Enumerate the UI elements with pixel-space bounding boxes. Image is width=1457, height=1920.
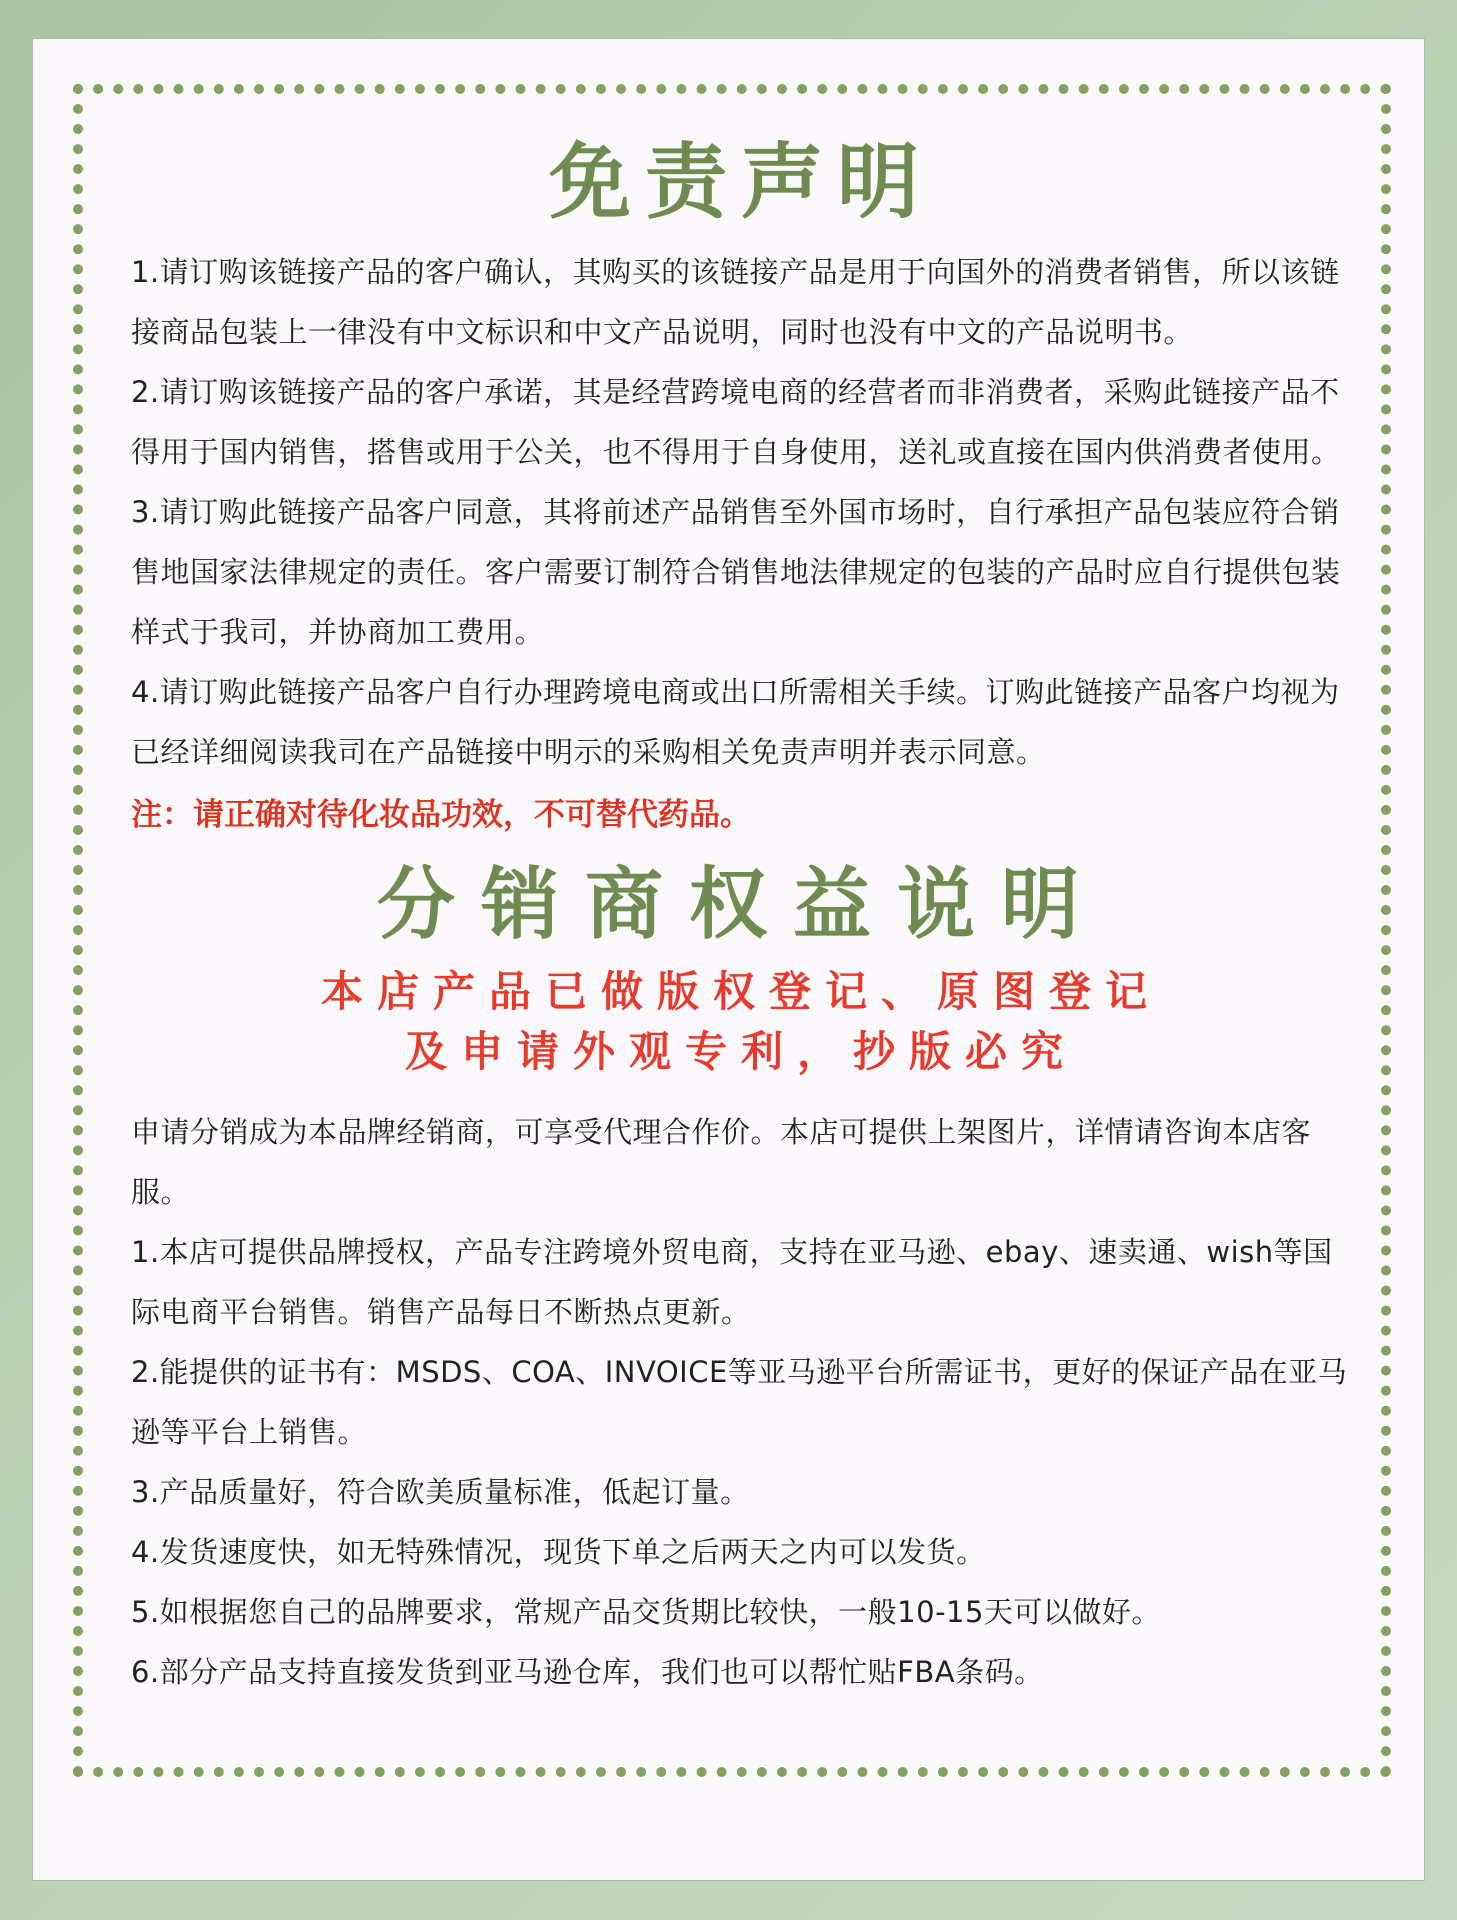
distributor-intro: 申请分销成为本品牌经销商，可享受代理合作价。本店可提供上架图片，详情请咨询本店客服。 — [131, 1115, 1312, 1209]
disclaimer-item-3: 3.请订购此链接产品客户同意，其将前述产品销售至外国市场时，自行承担产品包装应符合销售地国家法律规定的责任。客户需要订制符合销售地法律规定的包装的产品时应自行提供包装样式于我司，并协商加工费用。 — [131, 495, 1341, 649]
document-card — [32, 38, 1425, 1881]
slogan-line-1: 本店产品已做版权登记、原图登记 — [320, 967, 1161, 1016]
disclaimer-item-4: 4.请订购此链接产品客户自行办理跨境电商或出口所需相关手续。订购此链接产品客户均视为已经详细阅读我司在产品链接中明示的采购相关免责声明并表示同意。 — [131, 675, 1340, 769]
distributor-item-3: 3.产品质量好，符合欧美质量标准，低起订量。 — [131, 1475, 750, 1509]
distributor-item-5: 5.如根据您自己的品牌要求，常规产品交货期比较快，一般10-15天可以做好。 — [131, 1595, 1161, 1629]
document-content — [131, 124, 1351, 1702]
distributor-item-6: 6.部分产品支持直接发货到亚马逊仓库，我们也可以帮忙贴FBA条码。 — [131, 1655, 1044, 1689]
slogan-line-2: 及申请外观专利，抄版必究 — [404, 1027, 1077, 1076]
distributor-section — [131, 1102, 1351, 1702]
disclaimer-item-1: 1.请订购该链接产品的客户确认，其购买的该链接产品是用于向国外的消费者销售，所以该链接商品包装上一律没有中文标识和中文产品说明，同时也没有中文的产品说明书。 — [131, 255, 1340, 349]
disclaimer-note: 注：请正确对待化妆品功效，不可替代药品。 — [131, 797, 751, 833]
distributor-title: 分销商权益说明 — [376, 860, 1105, 950]
distributor-item-2: 2.能提供的证书有：MSDS、COA、INVOICE等亚马逊平台所需证书，更好的保证产品在亚马逊等平台上销售。 — [131, 1355, 1348, 1449]
distributor-item-1: 1.本店可提供品牌授权，产品专注跨境外贸电商，支持在亚马逊、ebay、速卖通、wish等国际电商平台销售。销售产品每日不断热点更新。 — [131, 1235, 1333, 1329]
disclaimer-item-2: 2.请订购该链接产品的客户承诺，其是经营跨境电商的经营者而非消费者，采购此链接产品不得用于国内销售，搭售或用于公关，也不得用于自身使用，送礼或直接在国内供消费者使用。 — [131, 375, 1341, 469]
distributor-item-4: 4.发货速度快，如无特殊情况，现货下单之后两天之内可以发货。 — [131, 1535, 986, 1569]
disclaimer-title: 免责声明 — [548, 135, 933, 230]
